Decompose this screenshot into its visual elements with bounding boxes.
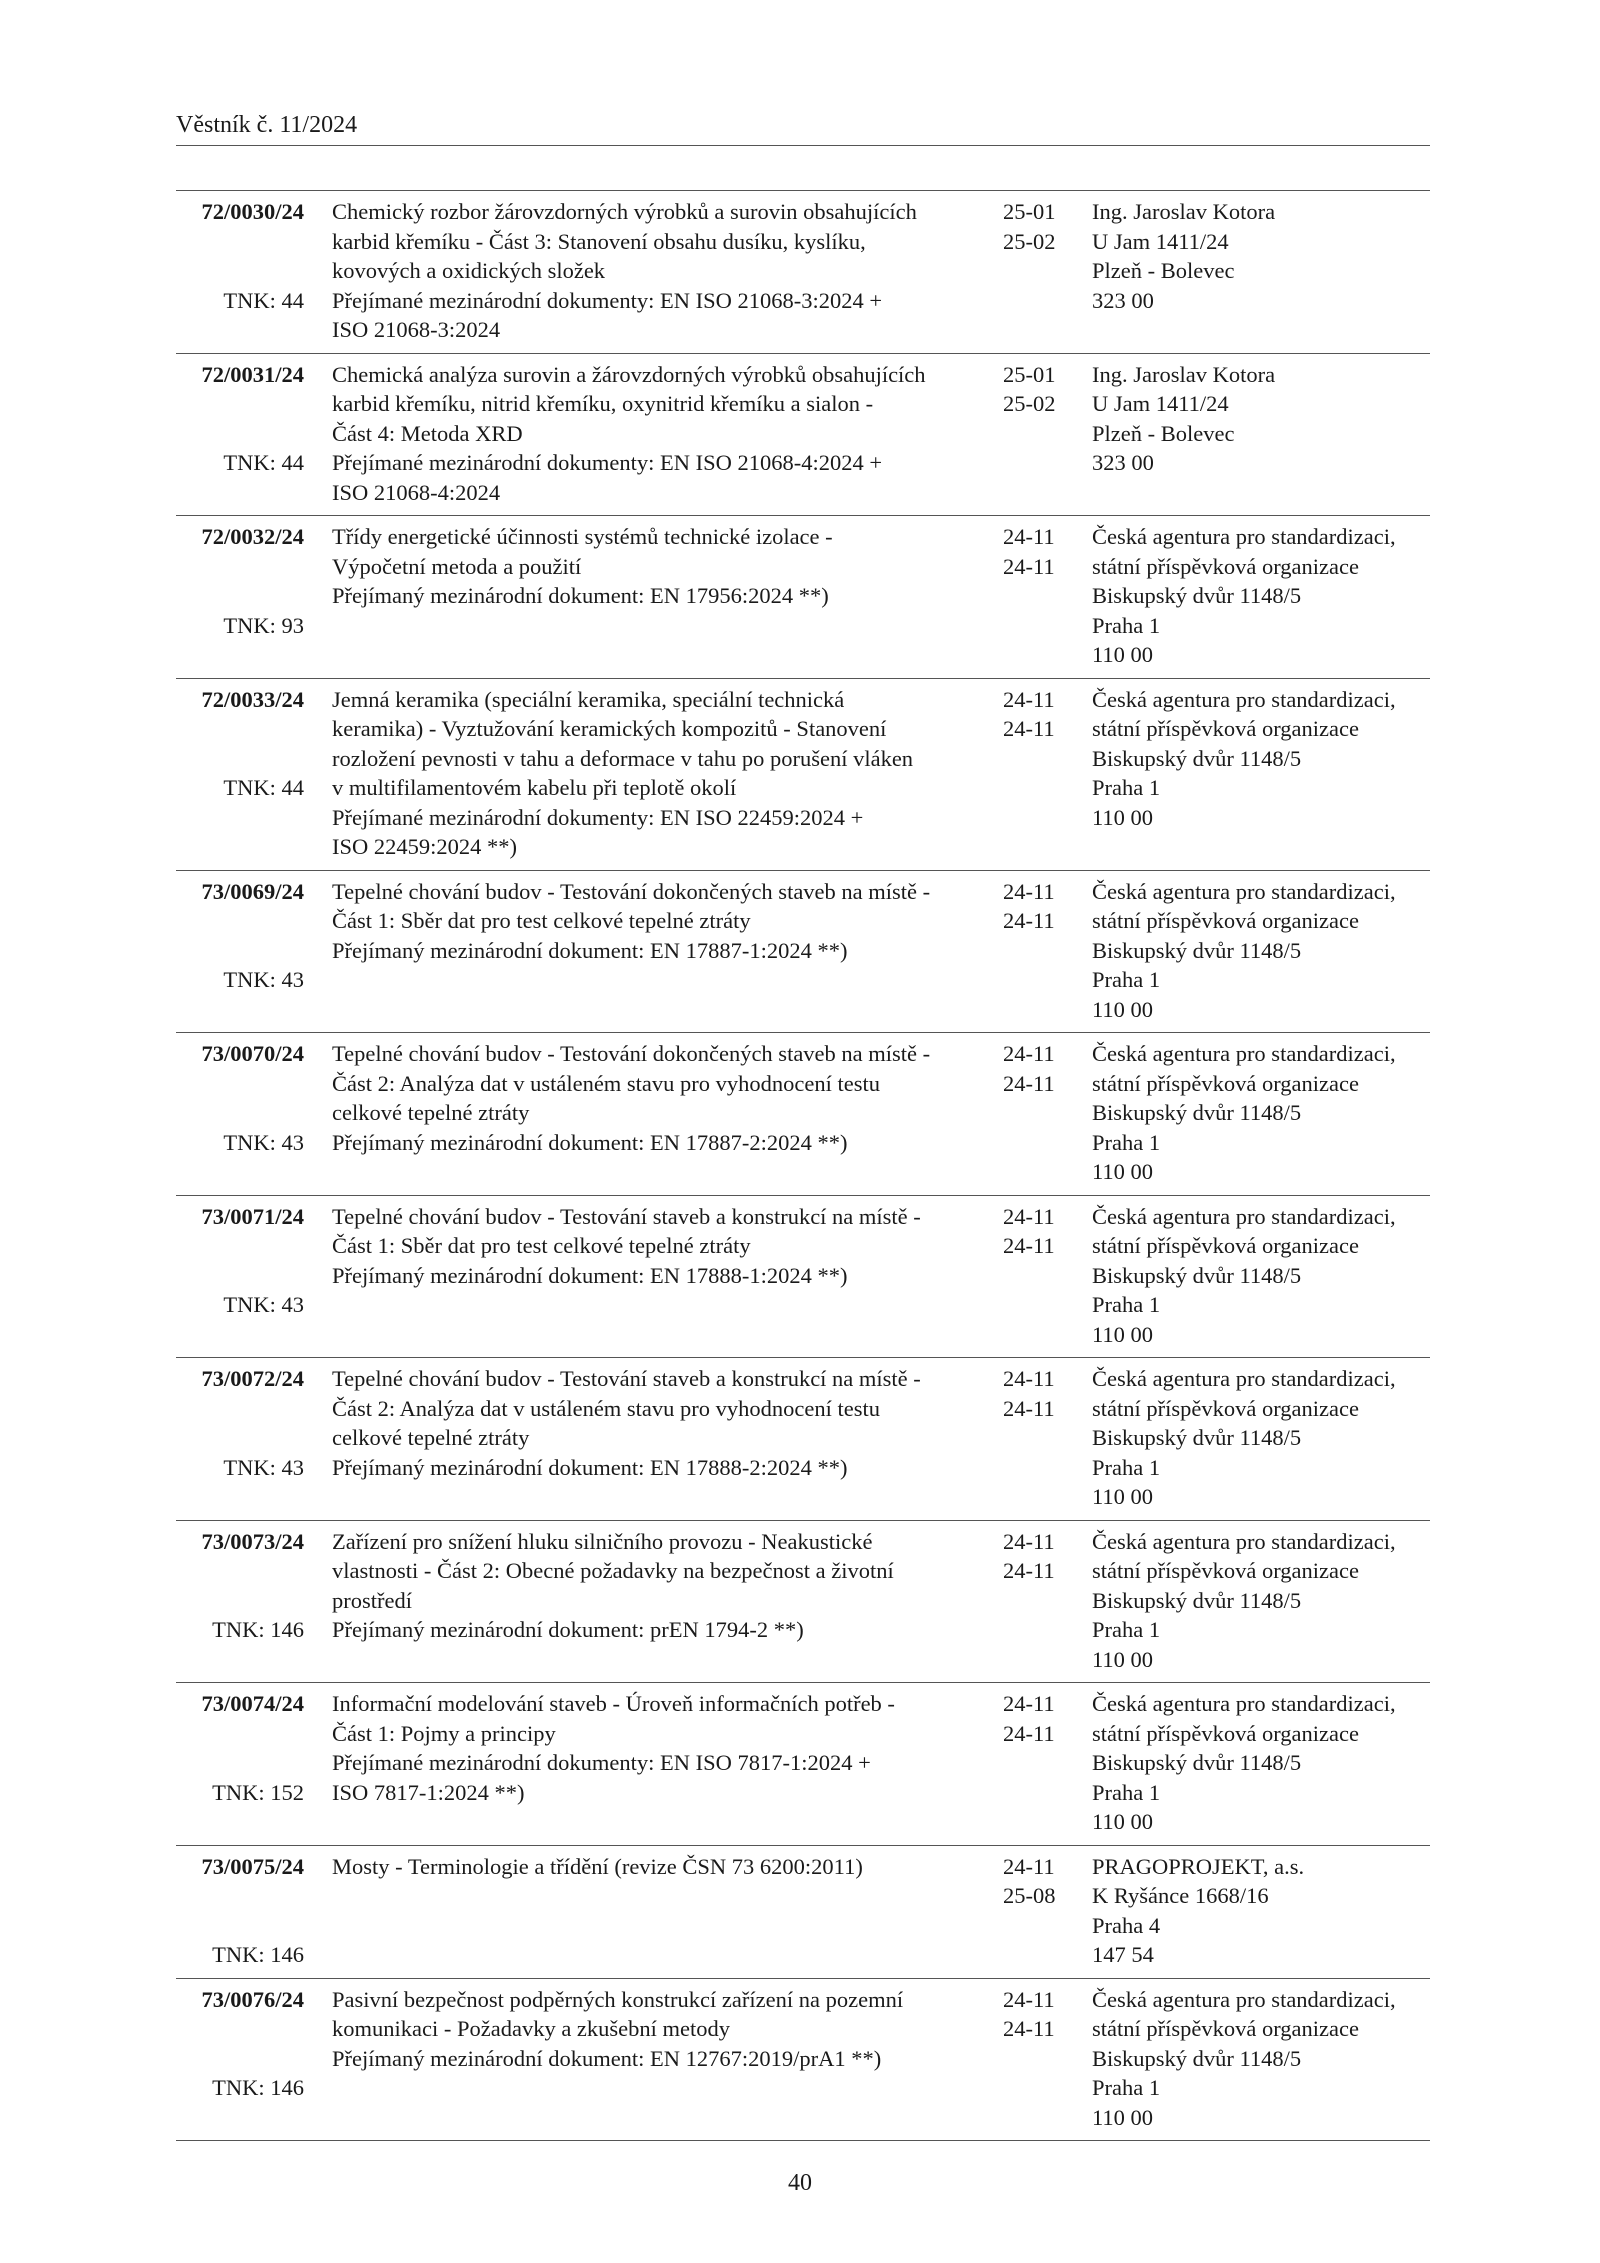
description-line: vlastnosti - Část 2: Obecné požadavky na bezpečnost a životní — [332, 1558, 894, 1583]
description-line: Informační modelování staveb - Úroveň informačních potřeb - — [332, 1691, 895, 1716]
contact-cell — [1092, 360, 1432, 478]
description-line: Přejímaný mezinárodní dokument: EN 17887-1:2024 **) — [332, 937, 848, 963]
tnk-label: TNK: 43 — [223, 1454, 304, 1480]
description-line: Přejímaný mezinárodní dokument: EN 17887-2:2024 **) — [332, 1129, 848, 1155]
description-line: Přejímané mezinárodní dokumenty: EN ISO 7817-1:2024 + — [332, 1750, 871, 1775]
table-row — [176, 1521, 1430, 1684]
page-number: 40 — [788, 2170, 812, 2196]
tnk-label: TNK: 44 — [223, 287, 304, 313]
contact-line: Biskupský dvůr 1148/5 — [1092, 1750, 1302, 1775]
dates-cell — [1003, 1852, 1073, 1911]
table-row — [176, 1683, 1430, 1846]
contact-line: Biskupský dvůr 1148/5 — [1092, 583, 1302, 608]
contact-line: Česká agentura pro standardizaci, — [1092, 1366, 1396, 1391]
tnk-label: TNK: 43 — [223, 1129, 304, 1155]
dates-cell — [1003, 522, 1073, 581]
tnk-label: TNK: 44 — [223, 775, 304, 800]
description-line: Chemický rozbor žárovzdorných výrobků a surovin obsahujících — [332, 199, 917, 224]
contact-line: Praha 1 — [1092, 1292, 1161, 1317]
contact-line: Biskupský dvůr 1148/5 — [1092, 1587, 1302, 1613]
description-line: Výpočetní metoda a použití — [332, 553, 582, 579]
description-line: Přejímané mezinárodní dokumenty: EN ISO 21068-4:2024 + — [332, 450, 883, 475]
description-cell — [332, 360, 987, 508]
table-row — [176, 516, 1430, 679]
contact-line: Plzeň - Bolevec — [1092, 420, 1235, 446]
task-number: 73/0076/24 — [201, 1986, 304, 2012]
contact-line: Biskupský dvůr 1148/5 — [1092, 1100, 1302, 1125]
description-line: Přejímaný mezinárodní dokument: EN 17888-2:2024 **) — [332, 1454, 848, 1480]
description-line: ISO 7817-1:2024 **) — [332, 1779, 525, 1805]
contact-line: Biskupský dvůr 1148/5 — [1092, 937, 1302, 963]
description-line: Část 2: Analýza dat v ustáleném stavu pro vyhodnocení testu — [332, 1070, 881, 1096]
contact-line: Praha 1 — [1092, 1617, 1161, 1642]
row-number-cell — [176, 1364, 304, 1394]
row-number-cell — [176, 1039, 304, 1069]
date-value: 24-11 — [1003, 1720, 1055, 1746]
description-line: Jemná keramika (speciální keramika, speciální technická — [332, 686, 845, 712]
dates-cell — [1003, 360, 1073, 419]
table-row — [176, 1846, 1430, 1979]
contact-cell — [1092, 522, 1432, 670]
contact-line: 323 00 — [1092, 287, 1154, 313]
dates-cell — [1003, 1527, 1073, 1586]
description-line: karbid křemíku, nitrid křemíku, oxynitrid křemíku a sialon - — [332, 391, 874, 416]
table-row — [176, 871, 1430, 1034]
contact-line: Praha 1 — [1092, 2075, 1161, 2100]
date-value: 24-11 — [1003, 1041, 1055, 1066]
description-line: komunikaci - Požadavky a zkušební metody — [332, 2016, 731, 2041]
table-row — [176, 1358, 1430, 1521]
contact-cell — [1092, 1039, 1432, 1187]
contact-line: Praha 4 — [1092, 1912, 1161, 1938]
contact-cell — [1092, 1527, 1432, 1675]
task-number: 73/0070/24 — [201, 1041, 304, 1066]
description-cell — [332, 1527, 987, 1645]
table-row — [176, 354, 1430, 517]
description-line: Část 1: Pojmy a principy — [332, 1720, 556, 1746]
description-line: kovových a oxidických složek — [332, 258, 606, 283]
row-number-cell — [176, 685, 304, 715]
description-line: ISO 21068-3:2024 — [332, 317, 501, 342]
description-line: Zařízení pro snížení hluku silničního provozu - Neakustické — [332, 1528, 873, 1554]
description-line: Tepelné chování budov - Testování staveb a konstrukcí na místě - — [332, 1366, 921, 1391]
date-value: 24-11 — [1003, 1070, 1055, 1096]
description-cell — [332, 1202, 987, 1291]
description-line: ISO 21068-4:2024 — [332, 479, 501, 505]
description-cell — [332, 522, 987, 611]
contact-line: Česká agentura pro standardizaci, — [1092, 524, 1396, 549]
contact-line: 110 00 — [1092, 1646, 1154, 1672]
contact-line: Praha 1 — [1092, 1779, 1161, 1805]
task-number: 72/0033/24 — [201, 686, 304, 712]
tnk-label: TNK: 43 — [223, 967, 304, 992]
contact-cell — [1092, 1202, 1432, 1350]
contact-line: Praha 1 — [1092, 1454, 1161, 1480]
table-row — [176, 679, 1430, 871]
tnk-label: TNK: 146 — [212, 1617, 304, 1642]
dates-cell — [1003, 877, 1073, 936]
contact-cell — [1092, 1364, 1432, 1512]
date-value: 24-11 — [1003, 878, 1055, 904]
contact-line: státní příspěvková organizace — [1092, 908, 1359, 933]
contact-line: Česká agentura pro standardizaci, — [1092, 1691, 1396, 1716]
contact-line: Plzeň - Bolevec — [1092, 258, 1235, 283]
contact-line: U Jam 1411/24 — [1092, 391, 1229, 416]
description-line: v multifilamentovém kabelu při teplotě okolí — [332, 775, 737, 800]
description-line: karbid křemíku - Část 3: Stanovení obsahu dusíku, kyslíku, — [332, 228, 866, 254]
table-row — [176, 1033, 1430, 1196]
description-line: Přejímané mezinárodní dokumenty: EN ISO 21068-3:2024 + — [332, 287, 883, 313]
contact-line: státní příspěvková organizace — [1092, 716, 1359, 741]
standards-table — [176, 190, 1430, 2141]
description-cell — [332, 1985, 987, 2074]
contact-line: státní příspěvková organizace — [1092, 1558, 1359, 1583]
contact-line: státní příspěvková organizace — [1092, 2016, 1359, 2041]
task-number: 73/0072/24 — [201, 1366, 304, 1391]
dates-cell — [1003, 685, 1073, 744]
contact-line: 110 00 — [1092, 1321, 1154, 1347]
contact-line: Praha 1 — [1092, 967, 1161, 992]
contact-line: 147 54 — [1092, 1942, 1154, 1967]
contact-line: 110 00 — [1092, 1484, 1154, 1509]
row-number-cell — [176, 522, 304, 552]
contact-line: Praha 1 — [1092, 775, 1161, 800]
contact-cell — [1092, 1985, 1432, 2133]
tnk-label: TNK: 44 — [223, 450, 304, 475]
tnk-label: TNK: 152 — [212, 1779, 304, 1805]
contact-line: 110 00 — [1092, 804, 1154, 830]
contact-line: státní příspěvková organizace — [1092, 1070, 1359, 1096]
row-number-cell — [176, 360, 304, 390]
contact-line: 110 00 — [1092, 1809, 1154, 1834]
date-value: 25-08 — [1003, 1883, 1056, 1908]
description-line: rozložení pevnosti v tahu a deformace v tahu po porušení vláken — [332, 745, 914, 771]
description-line: ISO 22459:2024 **) — [332, 834, 517, 859]
date-value: 24-11 — [1003, 1691, 1055, 1716]
date-value: 24-11 — [1003, 716, 1055, 741]
contact-line: Česká agentura pro standardizaci, — [1092, 1203, 1396, 1229]
date-value: 24-11 — [1003, 1853, 1055, 1879]
contact-line: Česká agentura pro standardizaci, — [1092, 1986, 1396, 2012]
contact-line: Ing. Jaroslav Kotora — [1092, 361, 1276, 387]
contact-line: Praha 1 — [1092, 1129, 1161, 1155]
dates-cell — [1003, 197, 1073, 256]
description-line: Část 4: Metoda XRD — [332, 420, 523, 446]
date-value: 24-11 — [1003, 1395, 1055, 1421]
description-cell — [332, 1852, 987, 1882]
description-line: Přejímaný mezinárodní dokument: EN 17956:2024 **) — [332, 583, 829, 608]
description-line: Přejímané mezinárodní dokumenty: EN ISO 22459:2024 + — [332, 804, 864, 830]
description-line: Tepelné chování budov - Testování staveb a konstrukcí na místě - — [332, 1203, 921, 1229]
date-value: 24-11 — [1003, 1528, 1055, 1554]
row-number-cell — [176, 1527, 304, 1557]
date-value: 24-11 — [1003, 1233, 1055, 1258]
contact-cell — [1092, 877, 1432, 1025]
description-line: Část 1: Sběr dat pro test celkové tepelné ztráty — [332, 908, 751, 933]
description-line: Tepelné chování budov - Testování dokončených staveb na místě - — [332, 878, 931, 904]
contact-line: státní příspěvková organizace — [1092, 553, 1359, 579]
table-row — [176, 1979, 1430, 2142]
row-number-cell — [176, 1689, 304, 1719]
contact-line: 110 00 — [1092, 1159, 1154, 1184]
dates-cell — [1003, 1039, 1073, 1098]
contact-line: 110 00 — [1092, 996, 1154, 1022]
description-line: Přejímaný mezinárodní dokument: EN 17888-1:2024 **) — [332, 1262, 848, 1288]
description-line: Chemická analýza surovin a žárovzdorných výrobků obsahujících — [332, 361, 926, 387]
date-value: 24-11 — [1003, 1203, 1055, 1229]
task-number: 72/0030/24 — [201, 199, 304, 224]
contact-line: Česká agentura pro standardizaci, — [1092, 686, 1396, 712]
date-value: 24-11 — [1003, 2016, 1055, 2041]
description-line: celkové tepelné ztráty — [332, 1425, 530, 1450]
contact-cell — [1092, 1852, 1432, 1970]
description-line: Pasivní bezpečnost podpěrných konstrukcí zařízení na pozemní — [332, 1986, 904, 2012]
date-value: 25-01 — [1003, 361, 1056, 387]
description-cell — [332, 1039, 987, 1157]
contact-cell — [1092, 1689, 1432, 1837]
date-value: 24-11 — [1003, 1986, 1055, 2012]
task-number: 73/0073/24 — [201, 1528, 304, 1554]
description-line: prostředí — [332, 1587, 412, 1613]
contact-line: Biskupský dvůr 1148/5 — [1092, 745, 1302, 771]
contact-line: 323 00 — [1092, 450, 1154, 475]
description-line: celkové tepelné ztráty — [332, 1100, 530, 1125]
contact-line: K Ryšánce 1668/16 — [1092, 1883, 1269, 1908]
description-cell — [332, 877, 987, 966]
contact-line: U Jam 1411/24 — [1092, 228, 1229, 254]
tnk-label: TNK: 146 — [212, 1942, 304, 1967]
date-value: 24-11 — [1003, 524, 1055, 549]
date-value: 25-02 — [1003, 228, 1056, 254]
tnk-label: TNK: 146 — [212, 2075, 304, 2100]
contact-line: PRAGOPROJEKT, a.s. — [1092, 1853, 1305, 1879]
date-value: 24-11 — [1003, 1366, 1055, 1391]
page-header: Věstník č. 11/2024 — [176, 112, 1430, 146]
description-line: Část 1: Sběr dat pro test celkové tepelné ztráty — [332, 1233, 751, 1258]
description-line: Přejímaný mezinárodní dokument: prEN 1794-2 **) — [332, 1617, 804, 1642]
description-cell — [332, 685, 987, 862]
row-number-cell — [176, 1202, 304, 1232]
date-value: 24-11 — [1003, 908, 1055, 933]
description-cell — [332, 1364, 987, 1482]
dates-cell — [1003, 1985, 1073, 2044]
description-line: Část 2: Analýza dat v ustáleném stavu pro vyhodnocení testu — [332, 1395, 881, 1421]
task-number: 73/0075/24 — [201, 1853, 304, 1879]
task-number: 72/0031/24 — [201, 361, 304, 387]
contact-line: 110 00 — [1092, 642, 1154, 667]
date-value: 25-02 — [1003, 391, 1056, 416]
task-number: 72/0032/24 — [201, 524, 304, 549]
contact-line: 110 00 — [1092, 2104, 1154, 2130]
date-value: 24-11 — [1003, 553, 1055, 579]
description-line: Tepelné chování budov - Testování dokončených staveb na místě - — [332, 1041, 931, 1066]
dates-cell — [1003, 1689, 1073, 1748]
task-number: 73/0071/24 — [201, 1203, 304, 1229]
description-line: keramika) - Vyztužování keramických kompozitů - Stanovení — [332, 716, 887, 741]
contact-line: Biskupský dvůr 1148/5 — [1092, 2045, 1302, 2071]
contact-line: Biskupský dvůr 1148/5 — [1092, 1425, 1302, 1450]
dates-cell — [1003, 1364, 1073, 1423]
row-number-cell — [176, 197, 304, 227]
contact-line: Česká agentura pro standardizaci, — [1092, 1041, 1396, 1066]
tnk-label: TNK: 43 — [223, 1292, 304, 1317]
date-value: 24-11 — [1003, 686, 1055, 712]
row-number-cell — [176, 877, 304, 907]
task-number: 73/0069/24 — [201, 878, 304, 904]
contact-line: Ing. Jaroslav Kotora — [1092, 199, 1276, 224]
contact-line: Praha 1 — [1092, 612, 1161, 638]
tnk-label: TNK: 93 — [223, 612, 304, 638]
date-value: 24-11 — [1003, 1558, 1055, 1583]
contact-cell — [1092, 685, 1432, 833]
description-line: Třídy energetické účinnosti systémů technické izolace - — [332, 524, 833, 549]
description-line: Přejímaný mezinárodní dokument: EN 12767:2019/prA1 **) — [332, 2045, 882, 2071]
contact-line: státní příspěvková organizace — [1092, 1233, 1359, 1258]
description-cell — [332, 1689, 987, 1807]
table-row — [176, 191, 1430, 354]
contact-line: Česká agentura pro standardizaci, — [1092, 1528, 1396, 1554]
dates-cell — [1003, 1202, 1073, 1261]
date-value: 25-01 — [1003, 199, 1056, 224]
task-number: 73/0074/24 — [201, 1691, 304, 1716]
row-number-cell — [176, 1852, 304, 1882]
table-row — [176, 1196, 1430, 1359]
contact-line: Biskupský dvůr 1148/5 — [1092, 1262, 1302, 1288]
description-cell — [332, 197, 987, 345]
contact-line: státní příspěvková organizace — [1092, 1395, 1359, 1421]
row-number-cell — [176, 1985, 304, 2015]
contact-cell — [1092, 197, 1432, 315]
contact-line: státní příspěvková organizace — [1092, 1720, 1359, 1746]
description-line: Mosty - Terminologie a třídění (revize ČSN 73 6200:2011) — [332, 1853, 863, 1879]
contact-line: Česká agentura pro standardizaci, — [1092, 878, 1396, 904]
